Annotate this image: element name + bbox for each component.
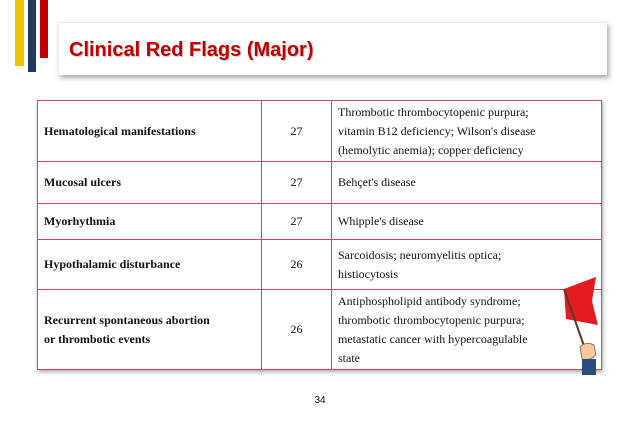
table-row bbox=[38, 240, 602, 290]
table-row bbox=[38, 290, 602, 370]
red-flags-table bbox=[37, 100, 602, 370]
decorative-bar-red bbox=[40, 0, 48, 58]
red-flag-in-hand-icon bbox=[556, 275, 602, 375]
table-row bbox=[38, 162, 602, 204]
count-cell: 26 bbox=[262, 290, 332, 370]
decorative-bar-yellow bbox=[15, 0, 24, 66]
red-flags-table-frame bbox=[37, 100, 602, 370]
diagnosis-line: (hemolytic anemia); copper deficiency bbox=[338, 142, 524, 157]
diagnosis-line: Thrombotic thrombocytopenic purpura; bbox=[338, 104, 529, 119]
diagnosis-line: metastatic cancer with hypercoagulable bbox=[338, 331, 528, 346]
diagnosis-line: vitamin B12 deficiency; Wilson's disease bbox=[338, 123, 536, 138]
finding-line: Recurrent spontaneous abortion bbox=[44, 312, 210, 327]
diagnosis-line: Antiphospholipid antibody syndrome; bbox=[338, 293, 521, 308]
title-box bbox=[58, 22, 607, 75]
count-cell: 27 bbox=[262, 204, 332, 240]
diagnosis-line: histiocytosis bbox=[338, 266, 399, 281]
table-row bbox=[38, 204, 602, 240]
page-number: 34 bbox=[314, 395, 326, 406]
diagnosis-line: Whipple's disease bbox=[338, 214, 424, 228]
count-cell: 26 bbox=[262, 240, 332, 290]
finding-line: or thrombotic events bbox=[44, 331, 151, 346]
hand-shape bbox=[580, 343, 596, 359]
count-cell: 27 bbox=[262, 101, 332, 162]
decorative-bar-navy bbox=[28, 0, 36, 72]
diagnosis-line: Sarcoidosis; neuromyelitis optica; bbox=[338, 247, 502, 262]
sleeve-shape bbox=[582, 359, 596, 375]
diagnoses-cell bbox=[332, 101, 602, 162]
finding-cell: Myorhythmia bbox=[38, 204, 262, 240]
count-cell: 27 bbox=[262, 162, 332, 204]
diagnosis-line: Behçet's disease bbox=[338, 175, 416, 189]
diagnoses-cell bbox=[332, 204, 602, 240]
diagnoses-cell bbox=[332, 162, 602, 204]
diagnosis-line: state bbox=[338, 350, 360, 365]
slide-title: Clinical Red Flags (Major) bbox=[69, 39, 314, 61]
table-row bbox=[38, 101, 602, 162]
diagnosis-line: thrombotic thrombocytopenic purpura; bbox=[338, 312, 525, 327]
finding-cell: Hematological manifestations bbox=[38, 101, 262, 162]
finding-cell: Hypothalamic disturbance bbox=[38, 240, 262, 290]
finding-cell: Mucosal ulcers bbox=[38, 162, 262, 204]
finding-cell bbox=[38, 290, 262, 370]
